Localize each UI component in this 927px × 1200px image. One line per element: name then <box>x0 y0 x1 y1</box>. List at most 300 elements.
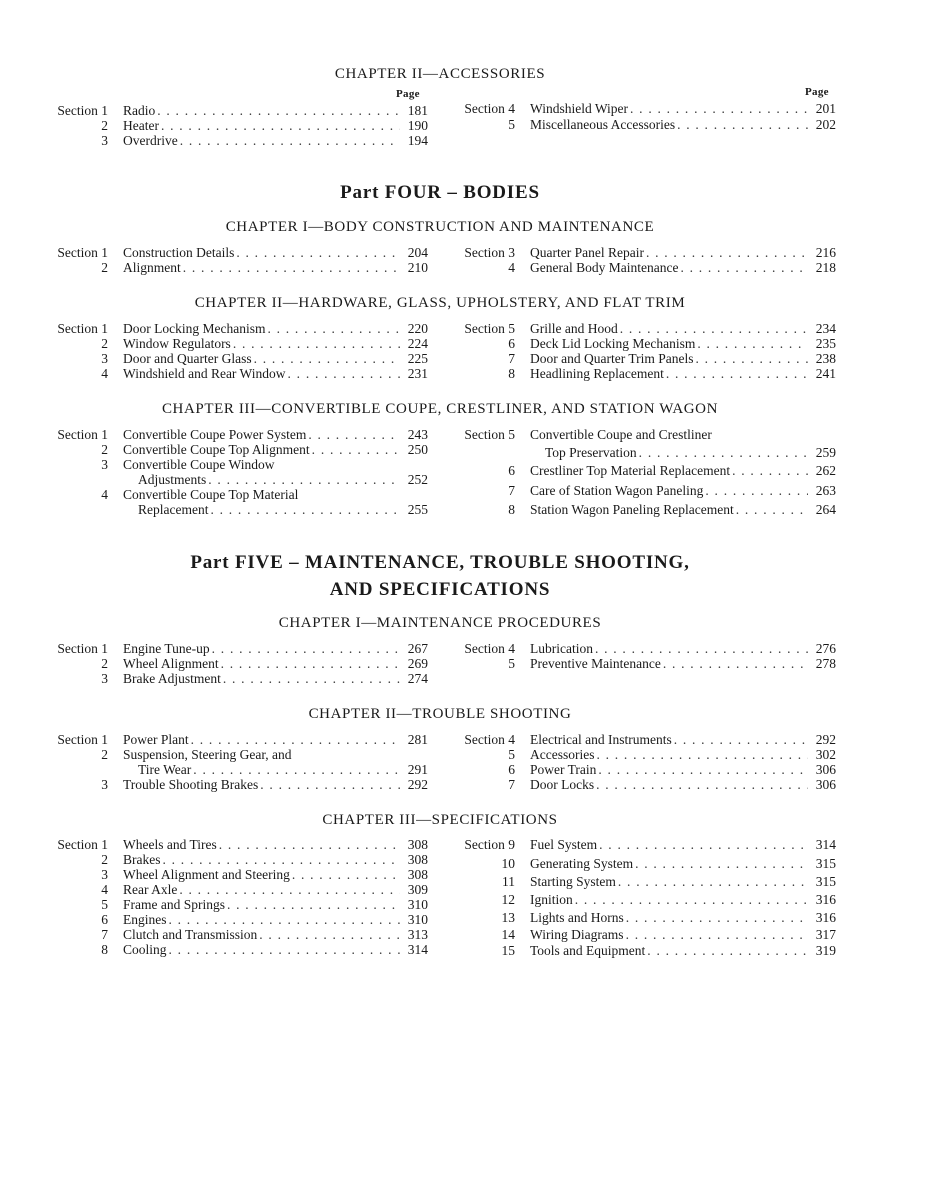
entry-title: Door Locks <box>530 777 595 792</box>
entry-title: Lights and Horns <box>530 910 624 925</box>
toc-entry-row <box>46 777 428 793</box>
dot-leader <box>736 502 808 518</box>
toc-entry-row <box>453 656 836 672</box>
toc-entry-row <box>453 117 836 133</box>
dot-leader <box>663 656 808 672</box>
page-number: 262 <box>815 463 836 478</box>
dot-leader <box>161 118 400 134</box>
page-number: 202 <box>815 117 836 132</box>
dot-leader <box>254 351 400 367</box>
page-number: 255 <box>407 502 428 517</box>
toc-entry <box>530 874 836 890</box>
toc-entry-continuation <box>46 502 428 518</box>
entry-title: Fuel System <box>530 837 598 852</box>
dot-leader <box>697 336 808 352</box>
toc-entry-row <box>453 483 836 499</box>
toc-entry-row <box>46 897 428 913</box>
section-number: 3 <box>101 867 108 882</box>
entry-title: Clutch and Transmission <box>123 927 258 942</box>
toc-entry <box>138 472 428 488</box>
toc-entry <box>123 942 428 958</box>
toc-entry-row <box>46 852 428 868</box>
toc-entry <box>123 927 428 943</box>
toc-entry <box>530 943 836 959</box>
dot-leader <box>221 656 400 672</box>
entry-title-line1: Convertible Coupe Top Material <box>123 487 299 502</box>
dot-leader <box>575 892 808 908</box>
section-number: 2 <box>101 118 108 133</box>
dot-leader <box>680 260 808 276</box>
page-number: 292 <box>815 732 836 747</box>
section-number: 7 <box>508 351 515 366</box>
dot-leader <box>596 747 808 763</box>
section-number: 6 <box>508 463 515 478</box>
toc-entry-row <box>453 321 836 337</box>
section-number: 8 <box>508 502 515 517</box>
toc-entry <box>545 445 836 461</box>
entry-title: Door Locking Mechanism <box>123 321 266 336</box>
toc-entry <box>530 641 836 657</box>
dot-leader <box>596 777 808 793</box>
chapter-heading-body: CHAPTER I—BODY CONSTRUCTION AND MAINTENANCE <box>225 219 655 235</box>
entry-title: Frame and Springs <box>123 897 225 912</box>
section-number: Section 3 <box>464 245 515 260</box>
toc-entry <box>530 463 836 479</box>
entry-title: Brake Adjustment <box>123 671 221 686</box>
entry-title: Door and Quarter Trim Panels <box>530 351 694 366</box>
toc-entry <box>123 260 428 276</box>
toc-entry-row <box>46 366 428 382</box>
dot-leader <box>169 942 400 958</box>
toc-entry <box>530 245 836 261</box>
entry-title: Lubrication <box>530 641 593 656</box>
section-number: 7 <box>508 777 515 792</box>
toc-entry-row <box>46 133 428 149</box>
page-number: 204 <box>407 245 428 260</box>
entry-title: Crestliner Top Material Replacement <box>530 463 731 478</box>
entry-title: Engines <box>123 912 167 927</box>
toc-entry-row <box>453 336 836 352</box>
toc-entry <box>123 882 428 898</box>
section-number: 6 <box>101 912 108 927</box>
dot-leader <box>308 427 400 443</box>
toc-entry <box>123 245 428 261</box>
toc-entry-row <box>46 927 428 943</box>
chapter-heading-convertible: CHAPTER III—CONVERTIBLE COUPE, CRESTLINER, AND STATION WAGON <box>161 401 719 417</box>
toc-entry-row <box>46 260 428 276</box>
page-number: 194 <box>407 133 428 148</box>
section-number: Section 4 <box>464 101 515 116</box>
toc-entry-row <box>46 103 428 119</box>
dot-leader <box>179 882 400 898</box>
page-number: 220 <box>407 321 428 336</box>
toc-entry <box>123 777 428 793</box>
section-number: 4 <box>101 882 108 897</box>
toc-entry <box>123 656 428 672</box>
dot-leader <box>312 442 400 458</box>
section-number: 5 <box>508 117 515 132</box>
toc-entry <box>123 897 428 913</box>
toc-entry-row <box>453 874 836 890</box>
section-number: 3 <box>101 671 108 686</box>
dot-leader <box>259 927 400 943</box>
toc-entry <box>530 117 836 133</box>
section-number: 3 <box>101 777 108 792</box>
page-number: 243 <box>407 427 428 442</box>
page-number: 216 <box>815 245 836 260</box>
toc-entry <box>123 366 428 382</box>
section-number: 7 <box>508 483 515 498</box>
page-number: 252 <box>407 472 428 487</box>
entry-title: Electrical and Instruments <box>530 732 672 747</box>
section-number: Section 4 <box>464 732 515 747</box>
entry-title: Wheel Alignment <box>123 656 219 671</box>
page-number: 308 <box>407 837 428 852</box>
page-number: 274 <box>407 671 428 686</box>
page-number: 308 <box>407 852 428 867</box>
toc-entry-row <box>46 641 428 657</box>
page-number: 306 <box>815 777 836 792</box>
dot-leader <box>212 641 400 657</box>
toc-entry <box>530 856 836 872</box>
section-number: 3 <box>101 351 108 366</box>
toc-entry-row <box>453 892 836 908</box>
entry-title: Tools and Equipment <box>530 943 646 958</box>
toc-entry-row <box>453 732 836 748</box>
entry-title: Generating System <box>530 856 634 871</box>
section-number: 5 <box>508 747 515 762</box>
part-five-title-line1: FIVE – MAINTENANCE, TROUBLE SHOOTING, <box>234 552 690 573</box>
section-number: 8 <box>101 942 108 957</box>
chapter-heading-specifications: CHAPTER III—SPECIFICATIONS <box>322 812 558 828</box>
dot-leader <box>292 867 400 883</box>
dot-leader <box>169 912 401 928</box>
toc-entry <box>123 427 428 443</box>
toc-entry <box>530 483 836 499</box>
toc-entry-row <box>453 927 836 943</box>
page-number: 235 <box>815 336 836 351</box>
dot-leader <box>647 943 808 959</box>
page-number: 313 <box>407 927 428 942</box>
entry-title: Quarter Panel Repair <box>530 245 644 260</box>
section-number: Section 1 <box>57 837 108 852</box>
page-number: 291 <box>407 762 428 777</box>
page-number: 306 <box>815 762 836 777</box>
section-number: 6 <box>508 336 515 351</box>
entry-title: Tire Wear <box>138 762 192 777</box>
page-number: 250 <box>407 442 428 457</box>
dot-leader <box>223 671 400 687</box>
dot-leader <box>210 502 400 518</box>
toc-entry-row <box>46 656 428 672</box>
entry-title: Care of Station Wagon Paneling <box>530 483 704 498</box>
section-number: Section 1 <box>57 641 108 656</box>
page-number: 263 <box>815 483 836 498</box>
toc-entry-row <box>453 641 836 657</box>
dot-leader <box>163 852 401 868</box>
dot-leader <box>595 641 808 657</box>
toc-entry <box>123 118 428 134</box>
entry-title: Windshield Wiper <box>530 101 629 116</box>
toc-entry <box>123 837 428 853</box>
entry-title: Preventive Maintenance <box>530 656 661 671</box>
toc-entry-row <box>46 427 428 443</box>
section-number: 6 <box>508 762 515 777</box>
page-number: 302 <box>815 747 836 762</box>
toc-entry <box>123 442 428 458</box>
dot-leader <box>233 336 400 352</box>
dot-leader <box>183 260 400 276</box>
page-number: 264 <box>815 502 836 517</box>
section-number: Section 1 <box>57 103 108 118</box>
toc-entry <box>530 747 836 763</box>
toc-entry <box>530 502 836 518</box>
page-number: 231 <box>407 366 428 381</box>
chapter-heading-hardware: CHAPTER II—HARDWARE, GLASS, UPHOLSTERY, AND FLAT TRIM <box>194 295 686 311</box>
entry-title-line1: Convertible Coupe and Crestliner <box>530 427 712 442</box>
entry-title-line1: Suspension, Steering Gear, and <box>123 747 292 762</box>
dot-leader <box>630 101 808 117</box>
dot-leader <box>288 366 400 382</box>
section-number: 2 <box>101 336 108 351</box>
toc-entry-continuation <box>46 762 428 778</box>
toc-entry <box>530 892 836 908</box>
part-four-prefix: Part <box>340 182 380 203</box>
toc-entry <box>530 260 836 276</box>
page-number: 278 <box>815 656 836 671</box>
section-number: 12 <box>501 892 515 907</box>
page-number: 317 <box>815 927 836 942</box>
toc-entry-row <box>453 366 836 382</box>
toc-entry-row <box>46 837 428 853</box>
entry-title: Windshield and Rear Window <box>123 366 286 381</box>
entry-title: Heater <box>123 118 159 133</box>
toc-entry <box>123 671 428 687</box>
toc-entry-row <box>46 487 428 503</box>
toc-entry-row <box>453 245 836 261</box>
toc-entry <box>530 366 836 382</box>
toc-entry <box>530 101 836 117</box>
dot-leader <box>267 321 400 337</box>
dot-leader <box>598 762 808 778</box>
section-number: 2 <box>101 852 108 867</box>
page-number: 190 <box>407 118 428 133</box>
page-number: 241 <box>815 366 836 381</box>
part-four-heading <box>0 182 880 204</box>
toc-entry <box>123 133 428 149</box>
page-column-header-right: Page <box>805 86 829 98</box>
section-number: 2 <box>101 747 108 762</box>
section-number: Section 1 <box>57 732 108 747</box>
section-number: 3 <box>101 133 108 148</box>
toc-entry <box>530 732 836 748</box>
toc-entry <box>530 336 836 352</box>
dot-leader <box>635 856 808 872</box>
dot-leader <box>674 732 808 748</box>
page-number: 210 <box>407 260 428 275</box>
toc-entry-row <box>453 762 836 778</box>
page-number: 314 <box>815 837 836 852</box>
entry-title: Wiring Diagrams <box>530 927 624 942</box>
toc-entry <box>138 502 428 518</box>
toc-entry <box>530 762 836 778</box>
entry-title: Top Preservation <box>545 445 637 460</box>
toc-entry <box>138 762 428 778</box>
toc-entry <box>530 321 836 337</box>
dot-leader <box>599 837 808 853</box>
entry-title: Power Train <box>530 762 597 777</box>
entry-title: Overdrive <box>123 133 178 148</box>
dot-leader <box>646 245 808 261</box>
entry-title: Convertible Coupe Top Alignment <box>123 442 310 457</box>
toc-entry <box>530 927 836 943</box>
entry-title: Deck Lid Locking Mechanism <box>530 336 696 351</box>
toc-entry-row <box>453 837 836 853</box>
page-number: 315 <box>815 856 836 871</box>
toc-entry-row <box>46 747 428 763</box>
entry-title: Convertible Coupe Power System <box>123 427 307 442</box>
dot-leader <box>180 133 400 149</box>
toc-entry <box>123 641 428 657</box>
entry-title: Door and Quarter Glass <box>123 351 252 366</box>
page-number: 281 <box>407 732 428 747</box>
section-number: 8 <box>508 366 515 381</box>
dot-leader <box>626 910 808 926</box>
dot-leader <box>260 777 400 793</box>
section-number: Section 1 <box>57 427 108 442</box>
section-number: Section 1 <box>57 245 108 260</box>
dot-leader <box>618 874 808 890</box>
entry-title: Engine Tune-up <box>123 641 210 656</box>
entry-title: Wheels and Tires <box>123 837 217 852</box>
page-number: 292 <box>407 777 428 792</box>
dot-leader <box>620 321 808 337</box>
toc-entry-row <box>453 777 836 793</box>
dot-leader <box>705 483 808 499</box>
dot-leader <box>193 762 400 778</box>
toc-entry-row <box>46 882 428 898</box>
section-number: Section 5 <box>464 321 515 336</box>
section-number: 3 <box>101 457 108 472</box>
toc-entry <box>123 336 428 352</box>
toc-entry <box>530 837 836 853</box>
part-four-title: FOUR – BODIES <box>384 182 540 203</box>
dot-leader <box>666 366 808 382</box>
page-number: 316 <box>815 892 836 907</box>
entry-title: Accessories <box>530 747 595 762</box>
toc-entry-row <box>453 260 836 276</box>
dot-leader <box>227 897 400 913</box>
entry-title: Construction Details <box>123 245 235 260</box>
page-number: 238 <box>815 351 836 366</box>
dot-leader <box>695 351 808 367</box>
toc-entry <box>123 351 428 367</box>
page-number: 319 <box>815 943 836 958</box>
dot-leader <box>208 472 400 488</box>
entry-title: Rear Axle <box>123 882 178 897</box>
section-number: 5 <box>508 656 515 671</box>
toc-entry <box>123 732 428 748</box>
toc-entry <box>123 867 428 883</box>
section-number: 2 <box>101 260 108 275</box>
toc-entry <box>123 321 428 337</box>
toc-entry-row <box>46 671 428 687</box>
entry-title: Alignment <box>123 260 181 275</box>
toc-entry-continuation <box>453 445 836 461</box>
dot-leader <box>639 445 808 461</box>
toc-entry-row <box>46 118 428 134</box>
toc-entry-row <box>46 732 428 748</box>
dot-leader <box>626 927 808 943</box>
entry-title: Ignition <box>530 892 573 907</box>
chapter-heading-accessories: CHAPTER II—ACCESSORIES <box>334 66 546 82</box>
toc-entry-row <box>453 502 836 518</box>
section-number: 11 <box>502 874 515 889</box>
entry-title: General Body Maintenance <box>530 260 679 275</box>
entry-title: Brakes <box>123 852 161 867</box>
dot-leader <box>677 117 808 133</box>
toc-entry-row <box>46 442 428 458</box>
page-number: 310 <box>407 912 428 927</box>
section-number: 13 <box>501 910 515 925</box>
toc-entry <box>530 777 836 793</box>
page-number: 225 <box>407 351 428 366</box>
toc-entry-continuation <box>46 472 428 488</box>
section-number: Section 1 <box>57 321 108 336</box>
entry-title: Grille and Hood <box>530 321 618 336</box>
toc-entry-row <box>453 910 836 926</box>
toc-entry-row <box>453 747 836 763</box>
entry-title: Adjustments <box>138 472 207 487</box>
page-column-header-left: Page <box>396 88 420 100</box>
chapter-heading-maintenance: CHAPTER I—MAINTENANCE PROCEDURES <box>278 615 602 631</box>
section-number: 14 <box>501 927 515 942</box>
entry-title: Window Regulators <box>123 336 231 351</box>
toc-entry-row <box>46 321 428 337</box>
entry-title: Wheel Alignment and Steering <box>123 867 290 882</box>
part-five-heading-line1 <box>0 552 880 574</box>
entry-title: Radio <box>123 103 156 118</box>
toc-entry-row <box>46 912 428 928</box>
toc-entry-row <box>453 463 836 479</box>
page-number: 316 <box>815 910 836 925</box>
section-number: 7 <box>101 927 108 942</box>
entry-title-line1: Convertible Coupe Window <box>123 457 275 472</box>
dot-leader <box>191 732 400 748</box>
entry-title: Replacement <box>138 502 209 517</box>
toc-entry <box>530 351 836 367</box>
toc-entry-row <box>453 351 836 367</box>
page-number: 310 <box>407 897 428 912</box>
page-number: 201 <box>815 101 836 116</box>
toc-entry-row <box>453 427 836 443</box>
dot-leader <box>219 837 400 853</box>
dot-leader <box>732 463 808 479</box>
toc-entry <box>123 103 428 119</box>
entry-title: Miscellaneous Accessories <box>530 117 676 132</box>
toc-entry-row <box>46 867 428 883</box>
section-number: 4 <box>101 487 108 502</box>
page-number: 267 <box>407 641 428 656</box>
toc-entry-row <box>453 856 836 872</box>
page-number: 315 <box>815 874 836 889</box>
section-number: 2 <box>101 442 108 457</box>
part-five-heading-line2: AND SPECIFICATIONS <box>329 579 551 600</box>
page-number: 276 <box>815 641 836 656</box>
toc-entry-row <box>46 245 428 261</box>
page-number: 309 <box>407 882 428 897</box>
section-number: 2 <box>101 656 108 671</box>
